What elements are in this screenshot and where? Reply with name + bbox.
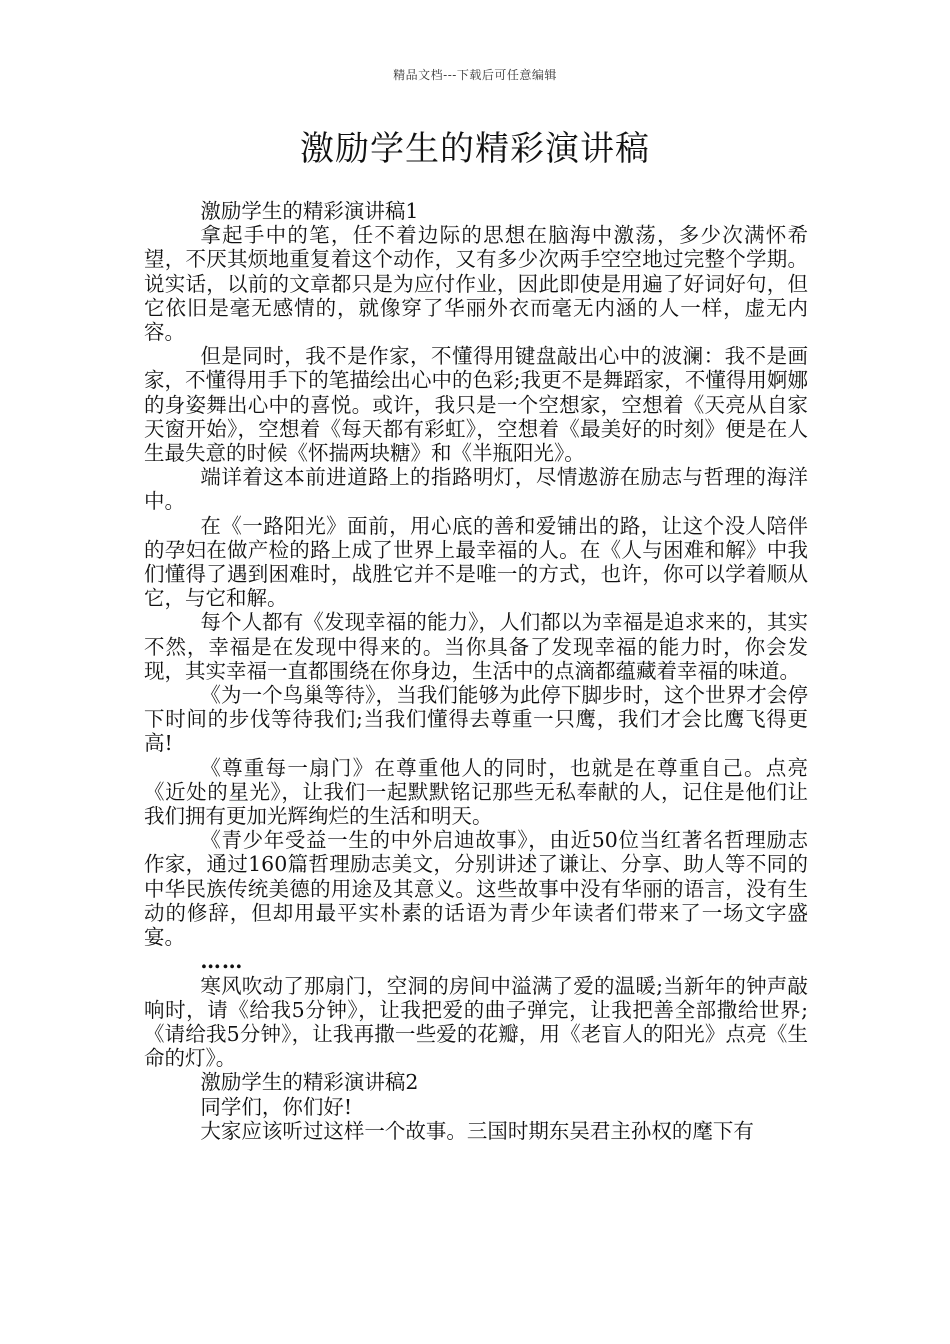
paragraph: 每个人都有《发现幸福的能力》，人们都以为幸福是追求来的，其实不然，幸福是在发现中得来的。当你具备了发现幸福的能力时，你会发现，其实幸福一直都围绕在你身边，生活中的点滴都蕴藏着幸福的味道。 [144, 610, 808, 683]
paragraph: 但是同时，我不是作家，不懂得用键盘敲出心中的波澜：我不是画家，不懂得用手下的笔描绘出心中的色彩;我更不是舞蹈家，不懂得用婀娜的身姿舞出心中的喜悦。或许，我只是一个空想家，空想着《天亮从自家天窗开始》，空想着《每天都有彩虹》，空想着《最美好的时刻》便是在人生最失意的时候《怀揣两块糖》和《半瓶阳光》。 [144, 344, 808, 466]
greeting: 同学们，你们好! [200, 1094, 353, 1119]
header-note: 精品文档---下载后可任意编辑 [393, 68, 557, 82]
section-heading-1: 激励学生的精彩演讲稿1 [200, 199, 419, 223]
section-heading-2: 激励学生的精彩演讲稿2 [200, 1070, 419, 1095]
page-title: 激励学生的精彩演讲稿 [300, 129, 650, 169]
paragraph: 拿起手中的笔，任不着边际的思想在脑海中激荡，多少次满怀希望，不厌其烦地重复着这个动作，又有多少次两手空空地过完整个学期。说实话，以前的文章都只是为应付作业，因此即使是用遍了好词好句，但它依旧是毫无感情的，就像穿了华丽外衣而毫无内涵的人一样，虚无内容。 [144, 223, 808, 345]
paragraph: 端详着这本前进道路上的指路明灯，尽情遨游在励志与哲理的海洋中。 [144, 465, 808, 514]
paragraph: 大家应该听过这样一个故事。三国时期东吴君主孙权的麾下有 [200, 1118, 754, 1143]
ellipsis: …… [200, 949, 244, 974]
document-body [144, 199, 808, 1143]
paragraph: 《青少年受益一生的中外启迪故事》，由近50位当红著名哲理励志作家，通过160篇哲理励志美文，分别讲述了谦让、分享、助人等不同的中华民族传统美德的用途及其意义。这些故事中没有华丽的语言，没有生动的修辞，但却用最平实朴素的话语为青少年读者们带来了一场文字盛宴。 [144, 828, 808, 950]
paragraph: 《尊重每一扇门》在尊重他人的同时，也就是在尊重自己。点亮《近处的星光》，让我们一起默默铭记那些无私奉献的人，记住是他们让我们拥有更加光辉绚烂的生活和明天。 [144, 755, 808, 829]
paragraph: 寒风吹动了那扇门，空洞的房间中溢满了爱的温暖;当新年的钟声敲响时，请《给我5分钟》，让我把爱的曲子弹完，让我把善全部撒给世界;《请给我5分钟》，让我再撒一些爱的花瓣，用《老盲人的阳光》点亮《生命的灯》。 [144, 973, 808, 1071]
paragraph: 《为一个鸟巢等待》，当我们能够为此停下脚步时，这个世界才会停下时间的步伐等待我们;当我们懂得去尊重一只鹰，我们才会比鹰飞得更高! [144, 683, 808, 756]
paragraph: 在《一路阳光》面前，用心底的善和爱铺出的路，让这个没人陪伴的孕妇在做产检的路上成了世界上最幸福的人。在《人与困难和解》中我们懂得了遇到困难时，战胜它并不是唯一的方式，也许，你可以学着顺从它，与它和解。 [144, 513, 808, 611]
